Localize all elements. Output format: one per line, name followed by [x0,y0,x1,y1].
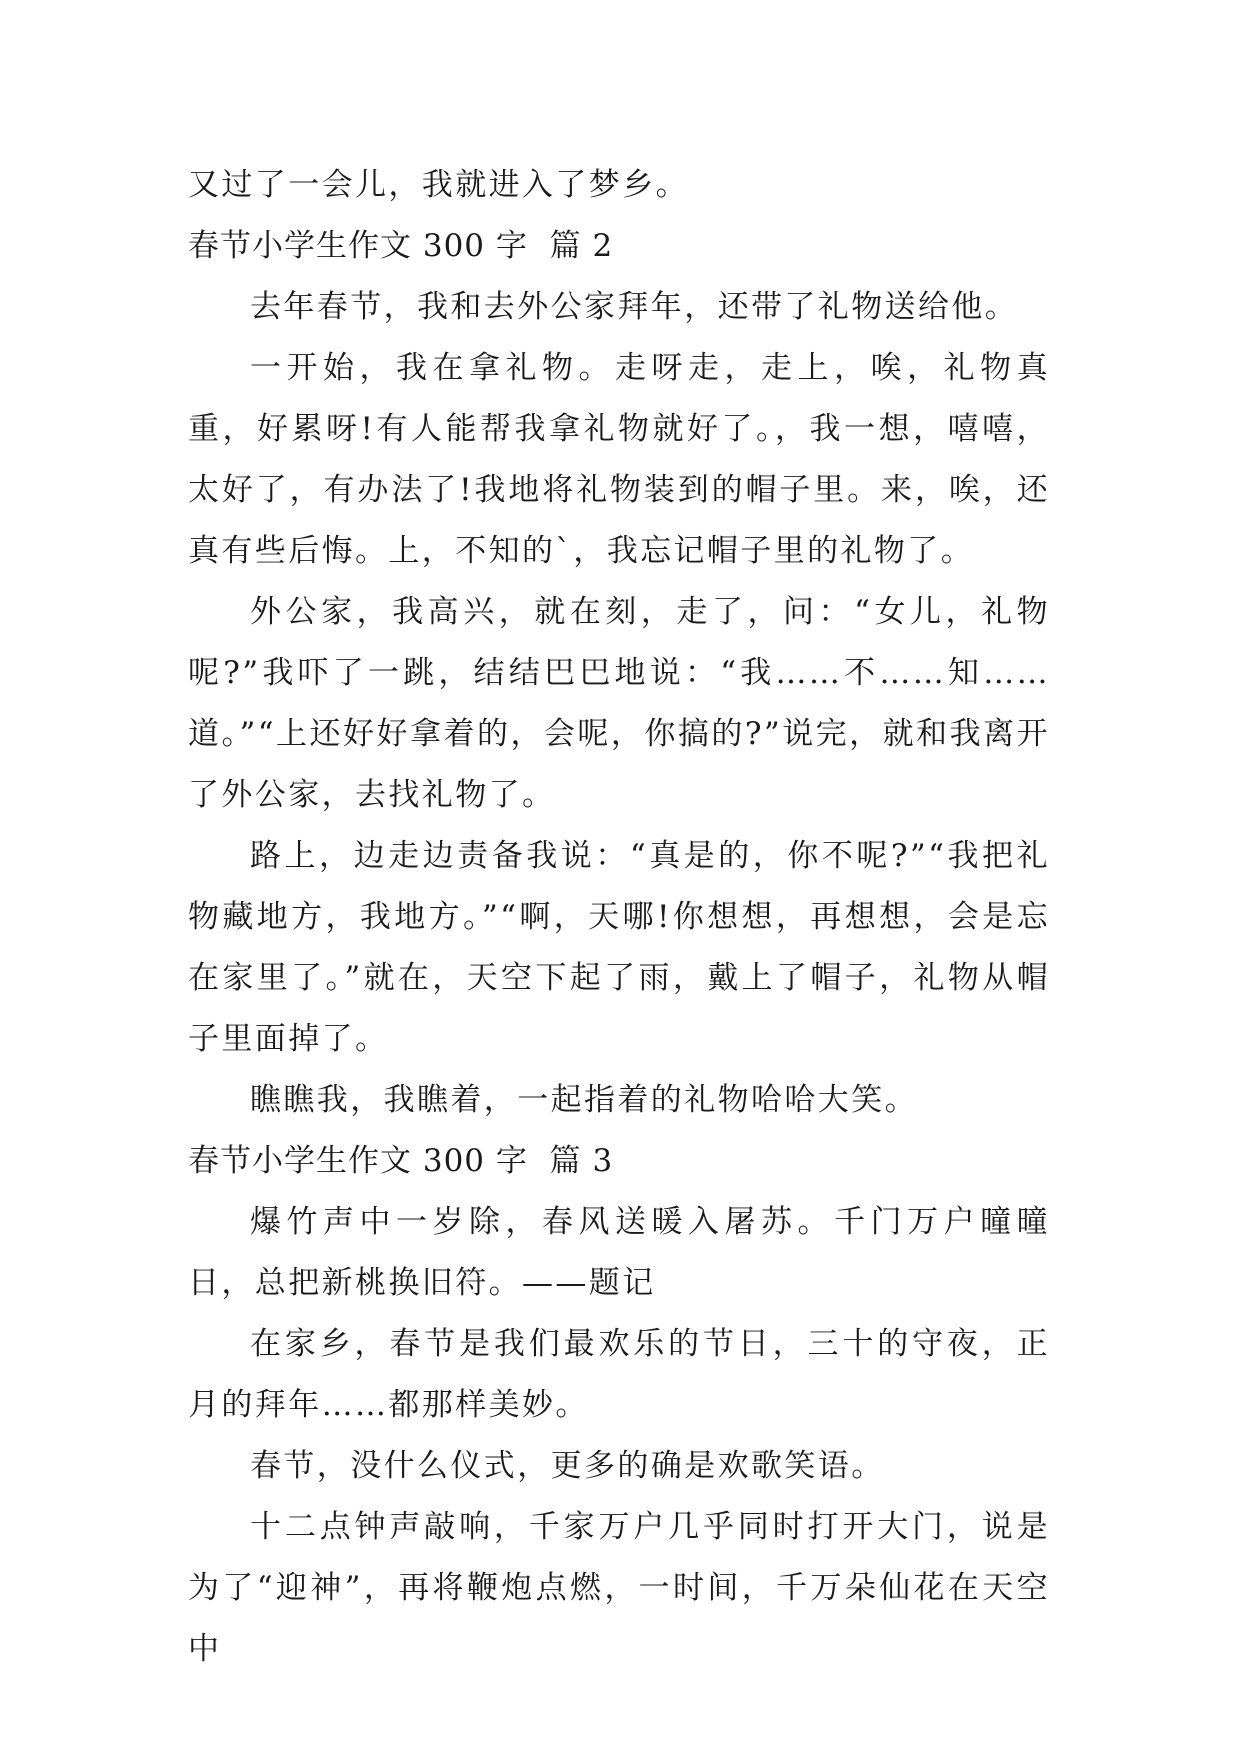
section-heading-3: 春节小学生作文 300 字 篇 3 [188,1143,614,1179]
paragraph: 外公家，我高兴，就在刻，走了，问：“女儿，礼物呢?”我吓了一跳，结结巴巴地说：“我……不……知……道。”“上还好好拿着的，会呢，你搞的?”说完，就和我离开了外公家，去找礼物了。 [188,594,1050,813]
paragraph: 在家乡，春节是我们最欢乐的节日，三十的守夜，正月的拜年……都那样美妙。 [188,1326,1050,1423]
paragraph: 瞧瞧我，我瞧着，一起指着的礼物哈哈大笑。 [250,1082,918,1118]
paragraph: 爆竹声中一岁除，春风送暖入屠苏。千门万户曈曈日，总把新桃换旧符。——题记 [188,1204,1050,1301]
paragraph-continued: 又过了一会儿，我就进入了梦乡。 [188,167,689,203]
paragraph: 十二点钟声敲响，千家万户几乎同时打开大门，说是为了“迎神”，再将鞭炮点燃，一时间，千万朵仙花在天空中 [188,1509,1050,1667]
document-body [188,155,1050,1680]
section-heading-2: 春节小学生作文 300 字 篇 2 [188,228,614,264]
paragraph: 路上，边走边责备我说：“真是的，你不呢?”“我把礼物藏地方，我地方。”“啊，天哪!你想想，再想想，会是忘在家里了。”就在，天空下起了雨，戴上了帽子，礼物从帽子里面掉了。 [188,838,1050,1057]
paragraph: 一开始，我在拿礼物。走呀走，走上，唉，礼物真重，好累呀!有人能帮我拿礼物就好了。，我一想，嘻嘻，太好了，有办法了!我地将礼物装到的帽子里。来，唉，还真有些后悔。上，不知的`，我忘记帽子里的礼物了。 [188,350,1050,569]
paragraph: 春节，没什么仪式，更多的确是欢歌笑语。 [250,1448,885,1484]
paragraph: 去年春节，我和去外公家拜年，还带了礼物送给他。 [250,289,1019,325]
